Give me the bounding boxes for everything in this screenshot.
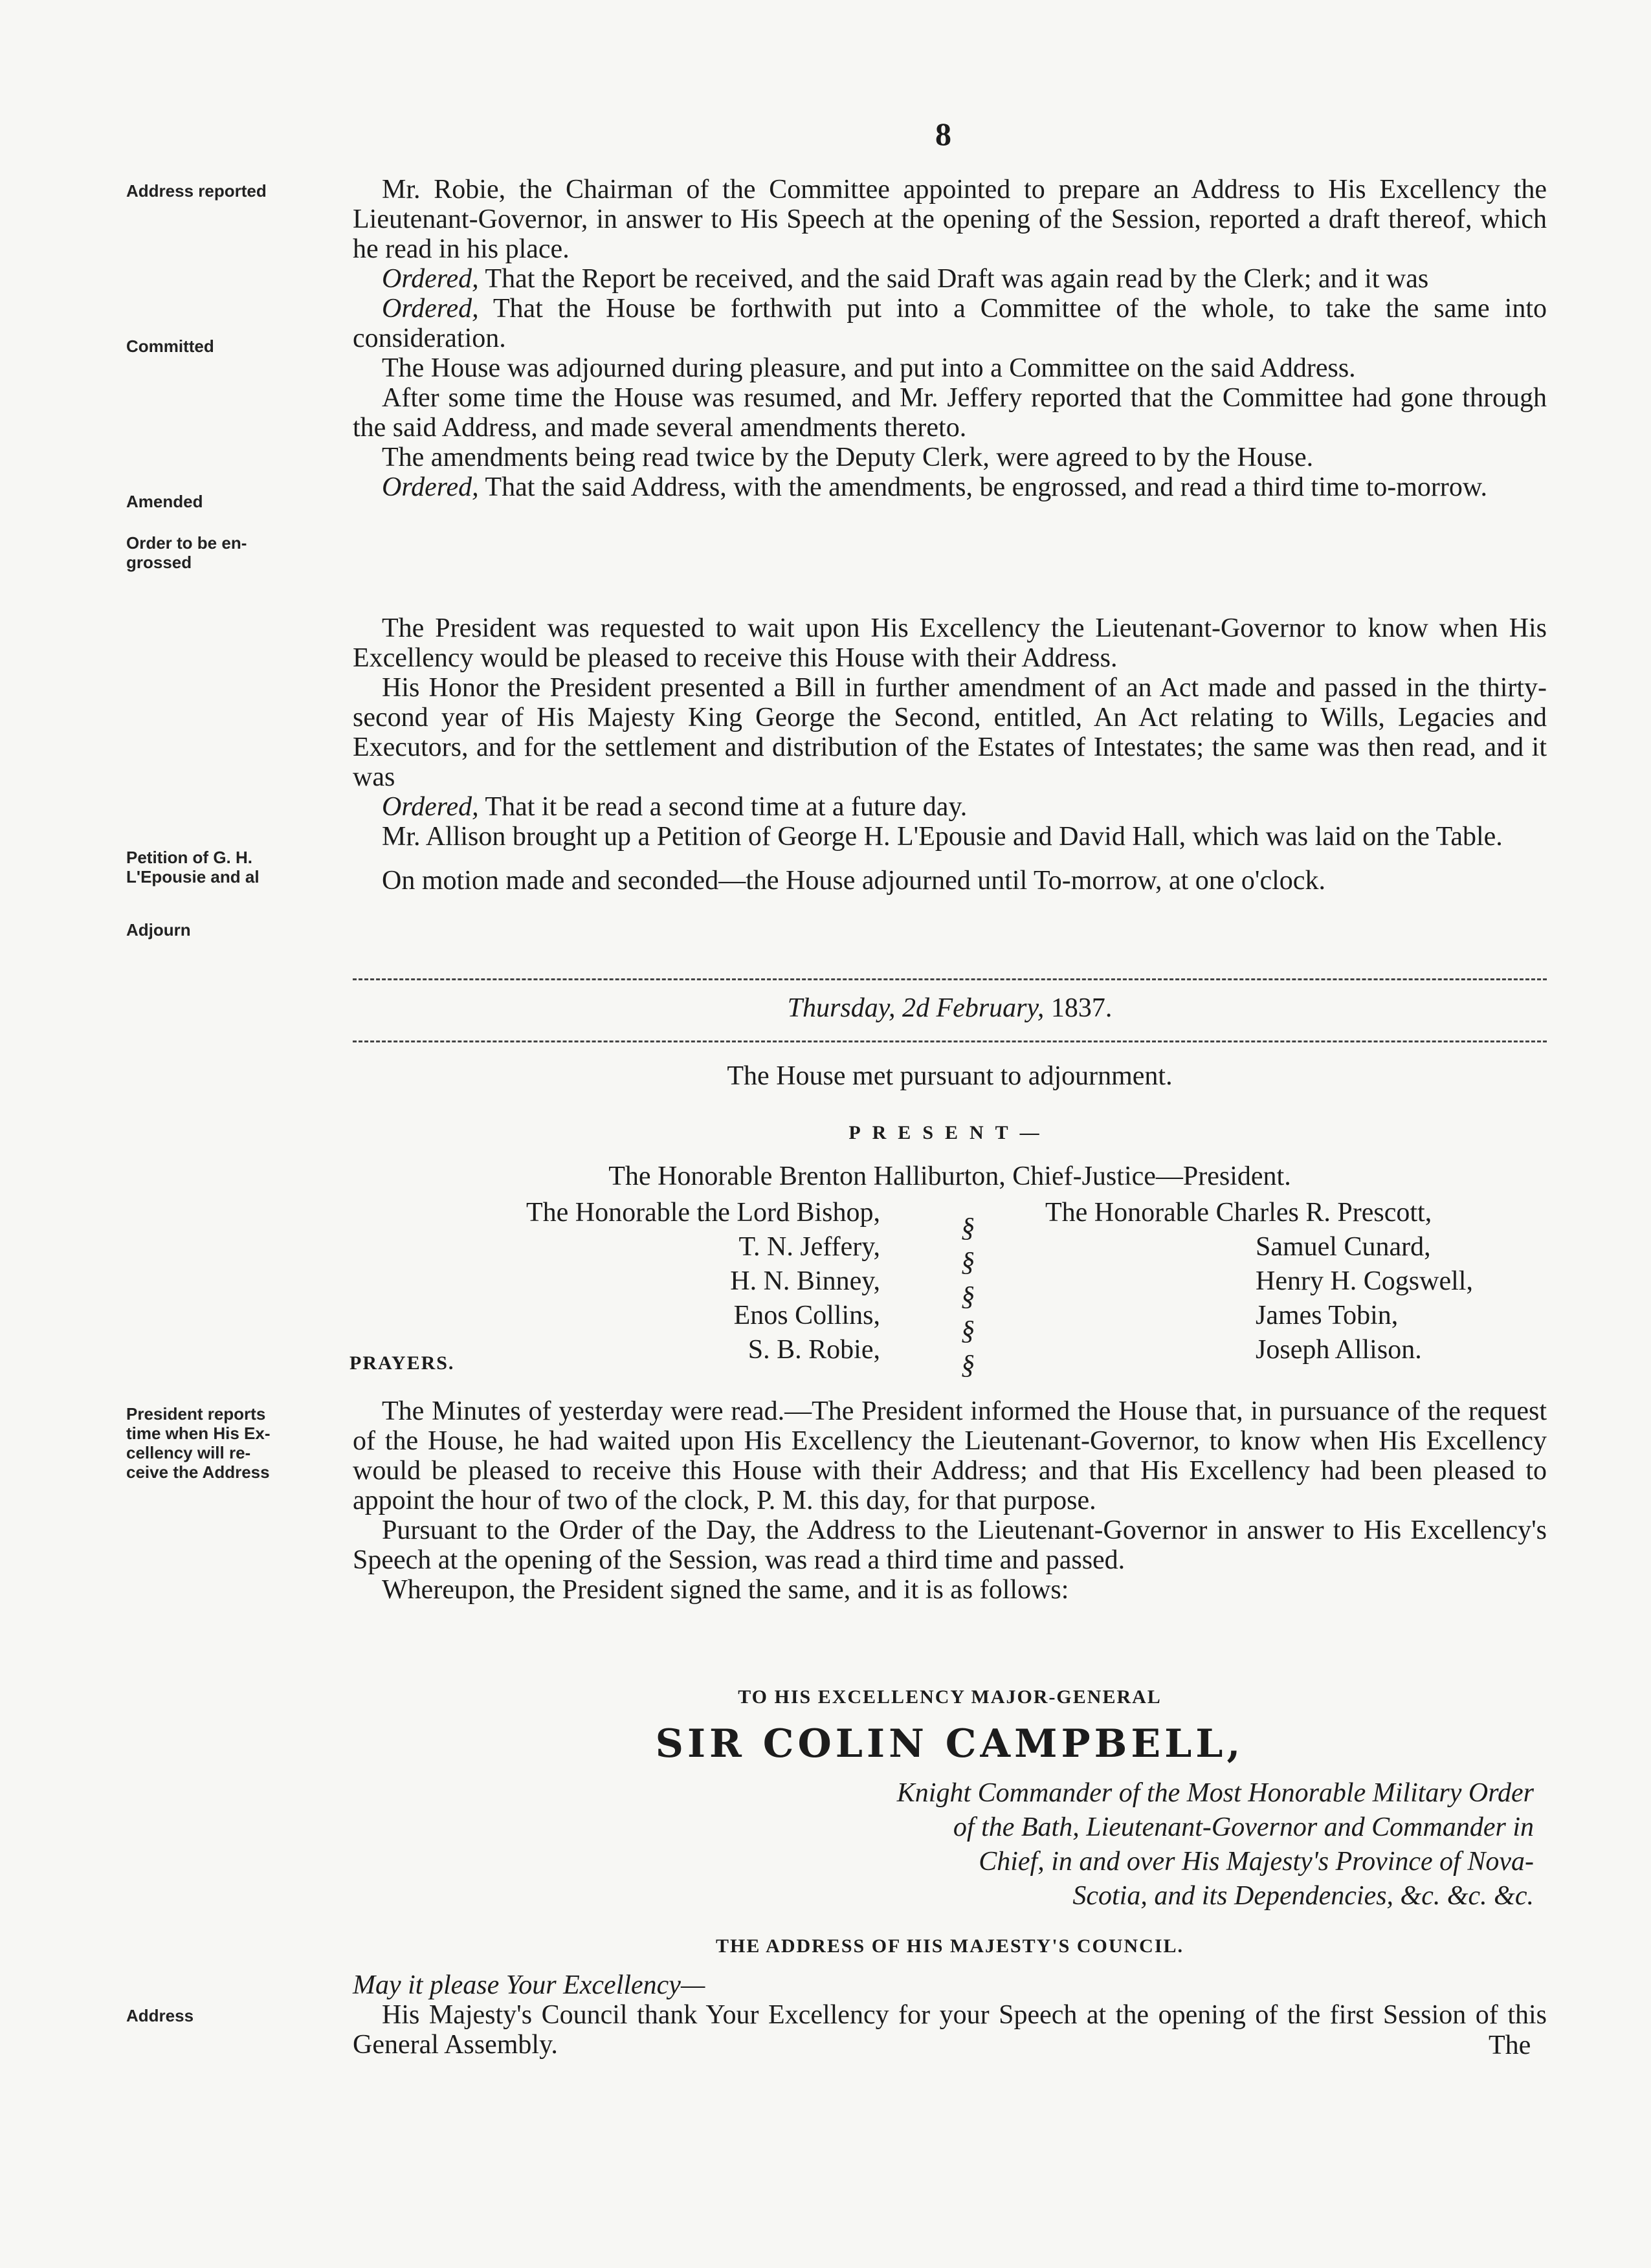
sir-colin-campbell-heading: SIR COLIN CAMPBELL,	[655, 1721, 1245, 1767]
margin-note-line: time when His Ex-	[126, 1424, 271, 1443]
paragraph	[353, 294, 1547, 353]
member-name: Enos Collins,	[733, 1301, 880, 1330]
president-line: The Honorable Brenton Halliburton, Chief-Justice—President.	[608, 1162, 1291, 1191]
ordered-em: Ordered,	[382, 294, 479, 324]
member-name: The Honorable Charles R. Prescott,	[1045, 1198, 1432, 1228]
margin-note-address-reported: Address reported	[126, 181, 267, 201]
paragraph-text: That it be read a second time at a future day.	[478, 792, 968, 822]
paragraph: The Minutes of yesterday were read.—The President informed the House that, in pursuance of the request of the House, he had waited upon His Excellency the Lieutenant-Governor, to know when His Excellency would be pleased to receive this House with their Address; and that His Excellency had been pleased to appoint the hour of two of the clock, P. M. this day, for that purpose.	[353, 1396, 1547, 1515]
date-heading	[353, 993, 1547, 1023]
present-heading: PRESENT—	[848, 1122, 1051, 1143]
paragraph: The President was requested to wait upon His Excellency the Lieutenant-Governor to know when His Excellency would be pleased to receive this House with their Address.	[353, 613, 1547, 673]
paragraph	[353, 264, 1547, 294]
proceedings-block-3	[353, 1396, 1547, 1605]
title-line: Chief, in and over His Majesty's Province of Nova-	[979, 1847, 1534, 1877]
divider-rule	[353, 978, 1547, 980]
title-line: of the Bath, Lieutenant-Governor and Commander in	[953, 1812, 1534, 1842]
proceedings-block-2	[353, 613, 1547, 896]
margin-note-line: ceive the Address	[126, 1462, 270, 1482]
section-sign-icon: §	[961, 1213, 975, 1243]
paragraph: His Honor the President presented a Bill in further amendment of an Act made and passed in the thirty-second year of His Majesty King George the Second, entitled, An Act relating to Wills, Legacies and Executors, and for the settlement and distribution of the Estates of Intestates; the same was then read, and it was	[353, 673, 1547, 792]
section-brace-column	[961, 1211, 975, 1383]
paragraph: The House was adjourned during pleasure, and put into a Committee on the said Address.	[382, 353, 1356, 383]
section-sign-icon: §	[961, 1282, 975, 1312]
members-left-column	[447, 1196, 880, 1367]
paragraph: After some time the House was resumed, and Mr. Jeffery reported that the Committee had gone through the said Address, and made several amendments thereto.	[353, 383, 1547, 443]
paragraph: On motion made and seconded—the House adjourned until To-morrow, at one o'clock.	[382, 866, 1325, 896]
address-opening	[353, 1970, 1547, 2060]
catchword: The	[1489, 2031, 1531, 2060]
member-name: T. N. Jeffery,	[738, 1232, 880, 1262]
date-year: 1837.	[1044, 993, 1113, 1023]
member-name: Samuel Cunard,	[1256, 1232, 1431, 1262]
margin-note-committed: Committed	[126, 336, 214, 356]
margin-note-amended: Amended	[126, 492, 203, 511]
margin-note-line: Order to be en-	[126, 533, 247, 553]
ordered-em: Ordered,	[382, 264, 479, 294]
paragraph: Pursuant to the Order of the Day, the Address to the Lieutenant-Governor in answer to His Excellency's Speech at the opening of the Session, was read a third time and passed.	[353, 1515, 1547, 1575]
paragraph-text: That the House be forthwith put into a Committee of the whole, to take the same into consideration.	[353, 294, 1547, 353]
section-sign-icon: §	[961, 1316, 975, 1346]
ordered-em: Ordered,	[382, 472, 479, 502]
member-name: James Tobin,	[1256, 1301, 1399, 1330]
paragraph: The amendments being read twice by the Deputy Clerk, were agreed to by the House.	[382, 443, 1314, 472]
member-name: S. B. Robie,	[748, 1335, 880, 1365]
margin-note-line: grossed	[126, 553, 192, 572]
page-number: 8	[935, 116, 951, 152]
paragraph: Mr. Robie, the Chairman of the Committee appointed to prepare an Address to His Excellency the Lieutenant-Governor, in answer to His Speech at the opening of the Session, reported a draft thereof, which he read in his place.	[353, 175, 1547, 264]
margin-note-order-engrossed	[126, 533, 333, 572]
paragraph-text: That the said Address, with the amendments, be engrossed, and read a third time to-morrow.	[478, 472, 1487, 502]
member-name: The Honorable the Lord Bishop,	[526, 1198, 880, 1228]
paragraph	[353, 472, 1547, 502]
margin-note-line: President reports	[126, 1404, 266, 1424]
knight-commander-title	[783, 1776, 1534, 1913]
paragraph-text: That the Report be received, and the said Draft was again read by the Clerk; and it was	[478, 264, 1429, 294]
margin-note-address: Address	[126, 2006, 194, 2025]
prayers-label: PRAYERS.	[349, 1352, 455, 1374]
section-sign-icon: §	[961, 1248, 975, 1277]
title-line: Scotia, and its Dependencies, &c. &c. &c.	[1072, 1881, 1534, 1911]
margin-note-line: Petition of G. H.	[126, 848, 252, 867]
proceedings-block-1	[353, 175, 1547, 502]
member-name: Henry H. Cogswell,	[1256, 1266, 1473, 1296]
member-name: H. N. Binney,	[730, 1266, 880, 1296]
house-met-line: The House met pursuant to adjournment.	[727, 1061, 1173, 1091]
title-line: Knight Commander of the Most Honorable Military Order	[896, 1778, 1534, 1808]
margin-note-line: L'Epousie and al	[126, 867, 260, 886]
margin-note-petition	[126, 848, 333, 886]
section-sign-icon: §	[961, 1350, 975, 1380]
ordered-em: Ordered,	[382, 792, 479, 822]
divider-rule	[353, 1040, 1547, 1042]
margin-note-president-reports	[126, 1404, 333, 1482]
paragraph: His Majesty's Council thank Your Excellency for your Speech at the opening of the first Session of this General Assembly.	[353, 2000, 1547, 2060]
margin-note-line: cellency will re-	[126, 1443, 251, 1462]
date-heading-text: Thursday, 2d February,	[787, 993, 1045, 1023]
paragraph: Whereupon, the President signed the same, and it is as follows:	[382, 1575, 1069, 1605]
margin-note-adjourn: Adjourn	[126, 920, 191, 940]
address-title: THE ADDRESS OF HIS MAJESTY'S COUNCIL.	[715, 1935, 1184, 1957]
paragraph: Mr. Allison brought up a Petition of George H. L'Epousie and David Hall, which was laid on the Table.	[382, 822, 1503, 852]
salutation: May it please Your Excellency—	[353, 1970, 705, 2000]
members-right-column	[1045, 1196, 1473, 1367]
address-recipient-heading: TO HIS EXCELLENCY MAJOR-GENERAL	[738, 1686, 1162, 1708]
member-name: Joseph Allison.	[1256, 1335, 1422, 1365]
paragraph	[353, 792, 1547, 822]
